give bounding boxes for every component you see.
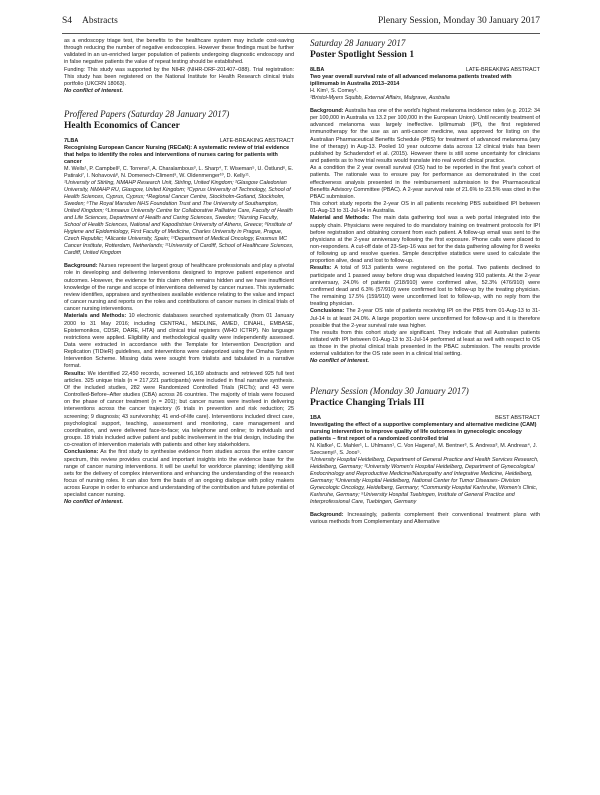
abstract-id-row (310, 67, 540, 74)
abstract-authors: N. Klafke¹, C. Mahler¹, L. Uhlmann¹, C. Von Hagens², M. Bentner³, S. Andress³, M. Andreas⁴, J. Szecsenyi¹, S. Joos⁵. (310, 442, 538, 456)
conflict-statement: No conflict of interest. (64, 88, 124, 95)
section-title: Practice Changing Trials III (310, 397, 425, 408)
conflict-statement: No conflict of interest. (310, 358, 370, 365)
section-heading: Proffered Papers (Saturday 28 January 2017) (64, 109, 230, 120)
left-column (64, 38, 294, 783)
abstract-id: 1BA (310, 414, 322, 421)
methods-paragraph: Materials and Methods: 10 electronic databases searched systematically (from 01 January 2000 to 31 May 2016; including CENTRAL, MEDLINE, AMED, CINAHL, EMBASE, Epistemonikos, CDSR, DARE, HTA) and clinical trial registers (WHO ICTRP). No language restrictions were applied. Eligibility and methodological quality were independently assessed. Data were extracted in accordance with the Template for Intervention Description and Replication (TIDieR) guidelines, and interventions were categorized using the Omaha System Intervention Scheme. Missing data were sought from trialists and tabulated in a narrative format. (64, 313, 294, 370)
conclusions-paragraph: Conclusions: The 2-year OS rate of patients receiving IPI on the PBS from 01-Aug-13 to 31-Jul-14 is at least 24.0%. A large proportion were unconfirmed for follow-up and it is therefore possible that the 2-year survival rate was higher. (310, 308, 540, 329)
background-paragraph: Background: Increasingly, patients complement their conventional treatment plans with various methods from Complementary and Alternative (310, 511, 540, 525)
abstract-title: Recognising European Cancer Nursing (RECaN): A systematic review of trial evidence that helps to identify the roles and interventions of nurses caring for patients with cancer (64, 145, 290, 166)
background-paragraph-3: This cohort study reports the 2-year OS in all patients receiving PBS subsidised IPI between 01-Aug-13 to 31-Jul-14 in Australia. (310, 201, 540, 215)
abstract-kind: LATE-BREAKING ABSTRACT (465, 67, 540, 73)
header-rule (62, 33, 540, 34)
running-header (62, 16, 540, 30)
conflict-statement: No conflict of interest. (64, 499, 124, 506)
abstract-id-row (310, 415, 540, 422)
section-title: Poster Spotlight Session 1 (310, 50, 415, 60)
right-column (310, 38, 540, 783)
page-number: S4 (62, 16, 73, 26)
abstract-authors: M. Wells¹, P. Campbell², C. Torrens², A. Charalambous³, L. Sharp⁴, T. Wiseman⁵, U. Östlund⁶, E. Patiraki⁷, I. Nohavová⁸, N. Domenech-Climent⁹, W. Oldenmenger¹⁰, D. Kelly¹¹. (64, 166, 294, 180)
background-paragraph: Background: Australia has one of the world's highest melanoma incidence rates (e.g. 2012: 34 per 100,000 in Australia vs 13.2 per 100,000 in the European Union). Until recently treatment of advanced melanoma was largely ineffective. Ipilimumab (IPI), the first registered immunotherapy for the use as an anti-cancer medicine, was approved for listing on the Australian Pharmaceutical Benefits Schedule (PBS) for treatment of advanced melanoma (any line of therapy) in Aug-13. Pooled 10 year outcome data across 12 clinical trials has been published by Schadendorf et al. (2015). However there is still some uncertainty for clinicians and patients as to how trial results would translate into real world clinical practice. (310, 108, 540, 165)
session-header: Plenary Session, Monday 30 January 2017 (377, 16, 540, 26)
conclusions-paragraph-2: The results from this cohort study are significant. They indicate that all Australian patients initiated with IPI between 01-Aug-13 to 31-Jul-14 performed at least as well with respect to OS as those in the pivotal clinical trials presented in the PBAC submission. The results provide external validation for the OS rate seen in a clinical trial setting. (310, 329, 540, 358)
funding-paragraph: Funding: This study was supported by the NIHR (NIHR-DRF-201407–088). Trial registration: This study has been registered on the National Institute for Health Research clinical trials portfolio (UKCRN 18063). (64, 66, 294, 87)
abstract-authors: H. Kim¹, S. Comey¹. (310, 88, 358, 94)
abstract-title: Two year overall survival rate of all advanced melanoma patients treated with ipilimumab in Australia 2013–2014 (310, 74, 512, 87)
abstract-id: 8LBA (310, 67, 325, 73)
abstract-affiliations: ¹University of Stirling, NMAHP Research Unit, Stirling, United Kingdom; ²Glasgow Caledonian University, NMAHP RU, Glasgow, United Kingdom; ³Cyprus University of Technology, School of Health Sciences, Cyprus, Cyprus; ⁴Regional Cancer Centre, Stockholm-Gotland, Stockholm, Sweden; ⁵The Royal Marsden NHS Foundation Trust and The University of Southampton, United Kingdom; ⁶Linnaeus University Centre for Collaborative Palliative Care, Faculty of Health and Life Sciences, Department of Health and Caring Sciences, Sweden; ⁷Nursing Faculty, School of Health Sciences, National and Kapodistrian University of Athens, Greece; ⁸Institute of Hygiene and Epidemiology, First Faculty of Medicine, Charles University in Prague, Prague, Czech Republic; ⁹Alicante University, Spain; ¹⁰Department of Medical Oncology, Erasmus MC Cancer Institute, Rotterdam, Netherlands; ¹¹University of Cardiff, School of Healthcare Sciences, Cardiff, United Kingdom (64, 180, 294, 257)
background-paragraph-2: As a condition the 2 year overall survival (OS) had to be reported in the first year's cohort of patients. The rationale was to ensure pay for performance as demonstrated in the cost effectiveness analysis presented in the reimbursement submission to the Pharmaceutical Benefits Advisory Committee (PBAC). A 2-year survival rate of 21.6% to 23.5% was cited in the PBAC submission. (310, 165, 540, 200)
abstract-kind: LATE-BREAKING ABSTRACT (219, 138, 294, 145)
abstract-affiliations: ¹Bristol-Myers Squibb, External Affairs, Mulgrave, Australia (310, 95, 450, 101)
abstract-id-row (64, 138, 294, 145)
conclusions-paragraph: Conclusions: As the first study to synthesise evidence from studies across the entire cancer spectrum, this review provides crucial and important insights into the evidence base for the range of cancer nursing interventions. It will be useful for workforce planning; identifying skill sets for the delivery of complex interventions and enhancing the understanding of the research focus of nursing roles. It can also form the basis of an ongoing dialogue with policy makers across Europe in order to enhance and understanding of the contribution and future potential of specialist cancer nursing. (64, 449, 294, 499)
abstract-title: Investigating the effect of a supportive complementary and alternative medicine (CAM) nursing intervention to improve quality of life outcomes in gynecologic oncology patients – first report of a randomized controlled trial (310, 421, 537, 442)
background-paragraph: Background: Nurses represent the largest group of healthcare professionals and play a pivotal role in developing and delivering interventions designed to improve patient experience and outcomes. However, the evidence for this claim often remains hidden and we have insufficient knowledge of the range and scope of interventions delivered by cancer nurses. This systematic review identifies, appraises and synthesises available evidence relating to the value and impact of cancer nursing and reports on the roles and contributions of cancer nurses in clinical trials of cancer nursing interventions. (64, 263, 294, 313)
results-paragraph: Results: We identified 22,450 records, screened 16,169 abstracts and retrieved 925 full text articles. 325 unique trials (n = 217,221 participants) were included in final narrative synthesis. Of the included studies, 282 were Randomized Controlled Trials (RCTs); and 43 were Controlled-Before–After studies (CBA) across 26 countries. The majority of trials were focused on the phase of cancer treatment (n = 201); but cancer nurses were involved in delivering interventions across the cancer trajectory (6 trials in prevention and risk reduction; 25 screening; 9 diagnosis; 43 survivorship; 41 end-of-life care). Interventions included direct care, psychological support, teaching, assessment and monitoring, care management and coordination, and were delivered face-to-face; via telephone and online; to individuals and groups. 18 trials included active patient and public involvement in the trial design, including the co-creation of intervention materials with patients and other key stakeholders. (64, 370, 294, 449)
section-heading: Saturday 28 January 2017 (310, 38, 406, 48)
methods-paragraph: Material and Methods: The main data gathering tool was a web portal integrated into the supply chain. Physicians were required to do mandatory training on treatment protocols for IPI before registration and obtaining consent from each patient. A follow-up email was sent to the physicians at the 2-year anniversary following the first exposure. Phone calls were placed to non-responders. A cut-off date of 23-Sep-16 was set for the data gathering allowing for 8 weeks of following up and resolve queries. Simple descriptive statistics were used to calculate the proportion alive, dead and lost to follow-up. (310, 215, 540, 265)
section-heading: Plenary Session (Monday 30 January 2017) (310, 385, 469, 396)
abstract-kind: BEST ABSTRACT (495, 414, 540, 421)
continued-paragraph: as a endoscopy triage test, the benefits to the healthcare system may include cost-saving through reducing the number of negative endoscopies. However these findings must be further validated in an un-enriched larger population of patients undergoing diagnostic endoscopy and in false negative patients the value of repeat testing should be established. (64, 38, 294, 66)
section-title: Health Economics of Cancer (64, 121, 180, 132)
results-paragraph: Results: A total of 913 patients were registered on the portal. Two patients declined to participate and 1 passed away before drug was dispatched leaving 910 patients. At the 2-year anniversary, 24.0% of patients (218/910) were confirmed alive, 52.3% (476/910) were confirmed dead and 6.3% (57/910) were confirmed lost to follow-up by the treating physician. The remaining 17.5% (159/910) were unconfirmed lost to follow-up, with no reply from the treating physician. (310, 265, 540, 308)
journal-name: Abstracts (82, 16, 118, 26)
abstract-affiliations: ¹University Hospital Heidelberg, Department of General Practice and Health Services Research, Heidelberg, Germany; ²University Women's Hospital Heidelberg, Department of Gynecological Endocrinology and Reproductive Medicine/Naturopathy and Integrative Medicine, Heidelberg, Germany; ³University Hospital Heidelberg, National Center for Tumor Diseases- Division Gynecologic Oncology, Heidelberg, Germany; ⁴Community Hospital Karlsruhe, Women's Clinic, Karlsruhe, Germany; ⁵University Hospital Tuebingen, Institute of General Practice and Interprofessional Care, Tuebingen, Germany (310, 456, 539, 505)
abstract-id: 7LBA (64, 138, 79, 145)
